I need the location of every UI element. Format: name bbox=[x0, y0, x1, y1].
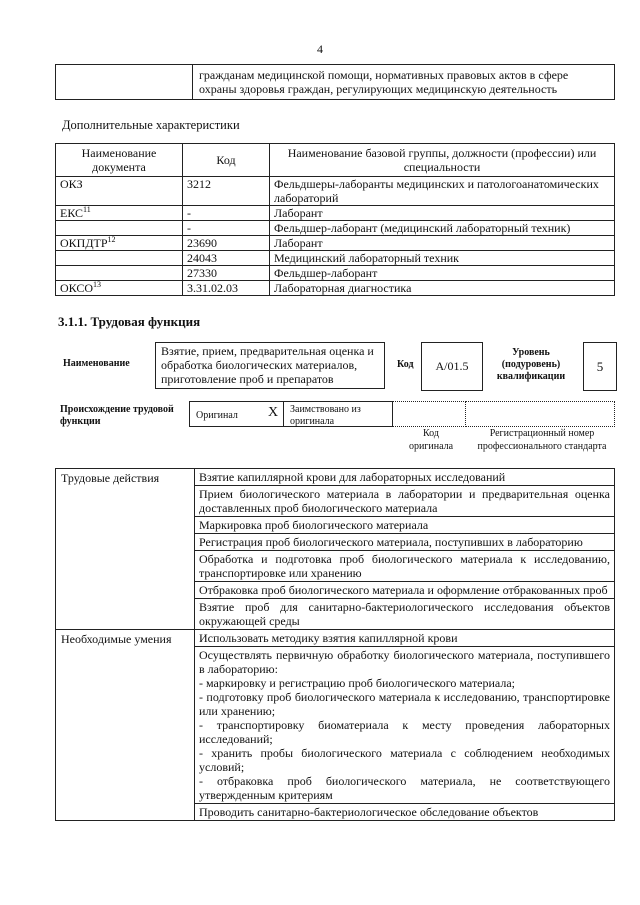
origin-label-text: Происхождение трудовой функции bbox=[60, 404, 174, 427]
skill-item bbox=[195, 647, 615, 804]
table-row bbox=[56, 469, 615, 486]
action-item bbox=[195, 486, 615, 517]
doc-text: ЕКС bbox=[60, 206, 84, 220]
doc-cell bbox=[56, 221, 183, 236]
doc-text: ОКСО bbox=[60, 281, 94, 295]
action-label: Трудовые действия bbox=[56, 469, 195, 630]
footer-code: Код оригинала bbox=[408, 428, 454, 452]
doc-cell bbox=[56, 266, 183, 281]
action-item bbox=[195, 469, 615, 486]
level-label: Уровень (подуровень) квалификации bbox=[496, 347, 566, 382]
doc-cell bbox=[56, 281, 183, 296]
item-line: Регистрация проб биологического материала, поступивших в лабораторию bbox=[199, 535, 583, 549]
code-cell: 27330 bbox=[183, 266, 270, 281]
name-cell: Лаборант bbox=[270, 236, 615, 251]
code-cell: 23690 bbox=[183, 236, 270, 251]
name-cell: Лаборант bbox=[270, 206, 615, 221]
footnote-mark: 13 bbox=[93, 280, 102, 289]
function-title: 3.1.1. Трудовая функция bbox=[58, 314, 201, 329]
code-cell: 3.31.02.03 bbox=[183, 281, 270, 296]
original-mark: X bbox=[268, 405, 279, 420]
table-row bbox=[56, 206, 615, 221]
table-row bbox=[56, 251, 615, 266]
borrowed-cell: Заимствовано из оригинала bbox=[283, 401, 393, 427]
action-item bbox=[195, 582, 615, 599]
table-row bbox=[56, 630, 615, 647]
code-cell: - bbox=[183, 206, 270, 221]
item-line: Обработка и подготовка проб биологического материала к исследованию, транспортировке или хранению bbox=[199, 552, 610, 580]
action-item bbox=[195, 517, 615, 534]
table-row bbox=[56, 221, 615, 236]
name-cell: Фельдшер-лаборант (медицинский лабораторный техник) bbox=[270, 221, 615, 236]
continuation-table bbox=[55, 64, 615, 100]
skill-item bbox=[195, 804, 615, 821]
code-original-cell bbox=[392, 401, 466, 427]
table-row bbox=[56, 236, 615, 251]
action-item bbox=[195, 599, 615, 630]
continuation-text: гражданам медицинской помощи, нормативных правовых актов в сфере охраны здоровья граждан, регулирующих медицинскую деятельность bbox=[193, 65, 615, 100]
code-cell: - bbox=[183, 221, 270, 236]
name-cell: Фельдшер-лаборант bbox=[270, 266, 615, 281]
function-code: A/01.5 bbox=[421, 342, 483, 391]
empty-cell bbox=[56, 65, 193, 100]
doc-cell bbox=[56, 251, 183, 266]
additional-title: Дополнительные характеристики bbox=[62, 118, 240, 132]
name-cell: Фельдшеры-лаборанты медицинских и патологоанатомических лабораторий bbox=[270, 177, 615, 206]
reg-number-cell bbox=[465, 401, 615, 427]
doc-cell bbox=[56, 177, 183, 206]
item-line: Осуществлять первичную обработку биологического материала, поступившего в лабораторию: bbox=[199, 648, 610, 676]
origin-label bbox=[60, 404, 185, 428]
item-line: Прием биологического материала в лаборатории и предварительная оценка доставленных проб биологического материала bbox=[199, 487, 610, 515]
code-cell: 3212 bbox=[183, 177, 270, 206]
level-value: 5 bbox=[583, 342, 617, 391]
original-label: Оригинал bbox=[196, 410, 238, 421]
additional-table bbox=[55, 143, 615, 296]
item-line: Использовать методику взятия капиллярной крови bbox=[199, 631, 458, 645]
item-line: Маркировка проб биологического материала bbox=[199, 518, 429, 532]
doc-text: ОКПДТР bbox=[60, 236, 108, 250]
action-item bbox=[195, 551, 615, 582]
doc-cell bbox=[56, 206, 183, 221]
code-cell: 24043 bbox=[183, 251, 270, 266]
skill-label: Необходимые умения bbox=[56, 630, 195, 821]
header-name: Наименование базовой группы, должности (профессии) или специальности bbox=[270, 144, 615, 177]
skill-item bbox=[195, 630, 615, 647]
item-line: Взятие капиллярной крови для лабораторных исследований bbox=[199, 470, 506, 484]
duties-table bbox=[55, 468, 615, 821]
footnote-mark: 12 bbox=[107, 235, 116, 244]
doc-cell bbox=[56, 236, 183, 251]
action-item bbox=[195, 534, 615, 551]
footnote-mark: 11 bbox=[83, 205, 91, 214]
header-doc: Наименование документа bbox=[56, 144, 183, 177]
item-line: - маркировку и регистрацию проб биологического материала; bbox=[199, 676, 516, 690]
function-name: Взятие, прием, предварительная оценка и обработка биологических материалов, приготовление проб и препаратов bbox=[155, 342, 385, 389]
doc-text: ОКЗ bbox=[60, 177, 83, 191]
item-line: Проводить санитарно-бактериологическое обследование объектов bbox=[199, 805, 539, 819]
name-label: Наименование bbox=[63, 358, 130, 369]
item-line: - транспортировку биоматериала к месту проведения лабораторных исследований; bbox=[199, 718, 610, 746]
item-line: - подготовку проб биологического материала к исследованию, транспортировке или хранению; bbox=[199, 690, 610, 718]
origin-row bbox=[189, 401, 615, 427]
header-code: Код bbox=[183, 144, 270, 177]
item-line: Отбраковка проб биологического материала и оформление отбракованных проб bbox=[199, 583, 608, 597]
code-label: Код bbox=[397, 359, 414, 370]
item-line: - хранить пробы биологического материала с соблюдением необходимых условий; bbox=[199, 746, 610, 774]
item-line: Взятие проб для санитарно-бактериологического исследования объектов окружающей среды bbox=[199, 600, 610, 628]
footer-reg: Регистрационный номер профессионального стандарта bbox=[477, 428, 607, 452]
name-cell: Медицинский лабораторный техник bbox=[270, 251, 615, 266]
table-row bbox=[56, 266, 615, 281]
item-line: - отбраковка проб биологического материала, не соответствующего утвержденным критериям bbox=[199, 774, 610, 802]
page-number: 4 bbox=[317, 42, 323, 56]
table-row bbox=[56, 177, 615, 206]
table-row bbox=[56, 281, 615, 296]
original-cell bbox=[189, 401, 284, 427]
name-cell: Лабораторная диагностика bbox=[270, 281, 615, 296]
